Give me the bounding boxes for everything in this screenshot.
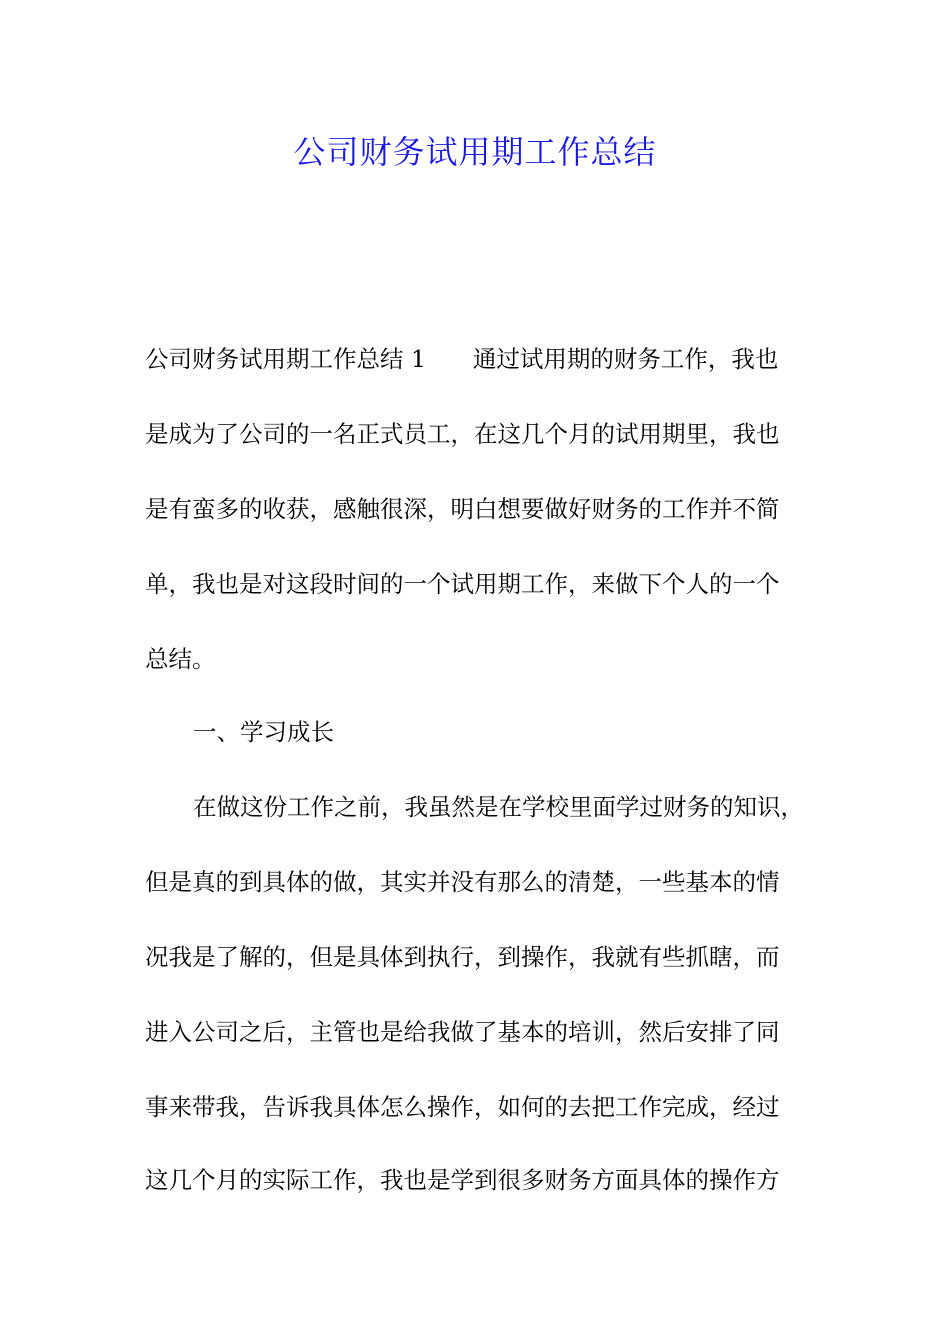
paragraph-line: 单，我也是对这段时间的一个试用期工作，来做下个人的一个 (145, 570, 780, 598)
paragraph-line: 在做这份工作之前，我虽然是在学校里面学过财务的知识， (193, 793, 804, 821)
paragraph-line: 事来带我，告诉我具体怎么操作，如何的去把工作完成，经过 (145, 1093, 780, 1121)
paragraph-line: 况我是了解的，但是具体到执行，到操作，我就有些抓瞎，而 (145, 943, 780, 971)
paragraph-line: 总结。 (145, 645, 216, 673)
section-heading: 一、学习成长 (193, 718, 334, 746)
paragraph-line: 是有蛮多的收获，感触很深，明白想要做好财务的工作并不简 (145, 495, 780, 523)
paragraph-line: 这几个月的实际工作，我也是学到很多财务方面具体的操作方 (145, 1166, 780, 1194)
paragraph-line: 进入公司之后，主管也是给我做了基本的培训，然后安排了同 (145, 1018, 780, 1046)
paragraph-line: 公司财务试用期工作总结 1 通过试用期的财务工作，我也 (145, 345, 779, 373)
document-title: 公司财务试用期工作总结 (293, 133, 657, 171)
paragraph-line: 但是真的到具体的做，其实并没有那么的清楚，一些基本的情 (145, 868, 780, 896)
paragraph-line: 是成为了公司的一名正式员工，在这几个月的试用期里，我也 (145, 420, 780, 448)
